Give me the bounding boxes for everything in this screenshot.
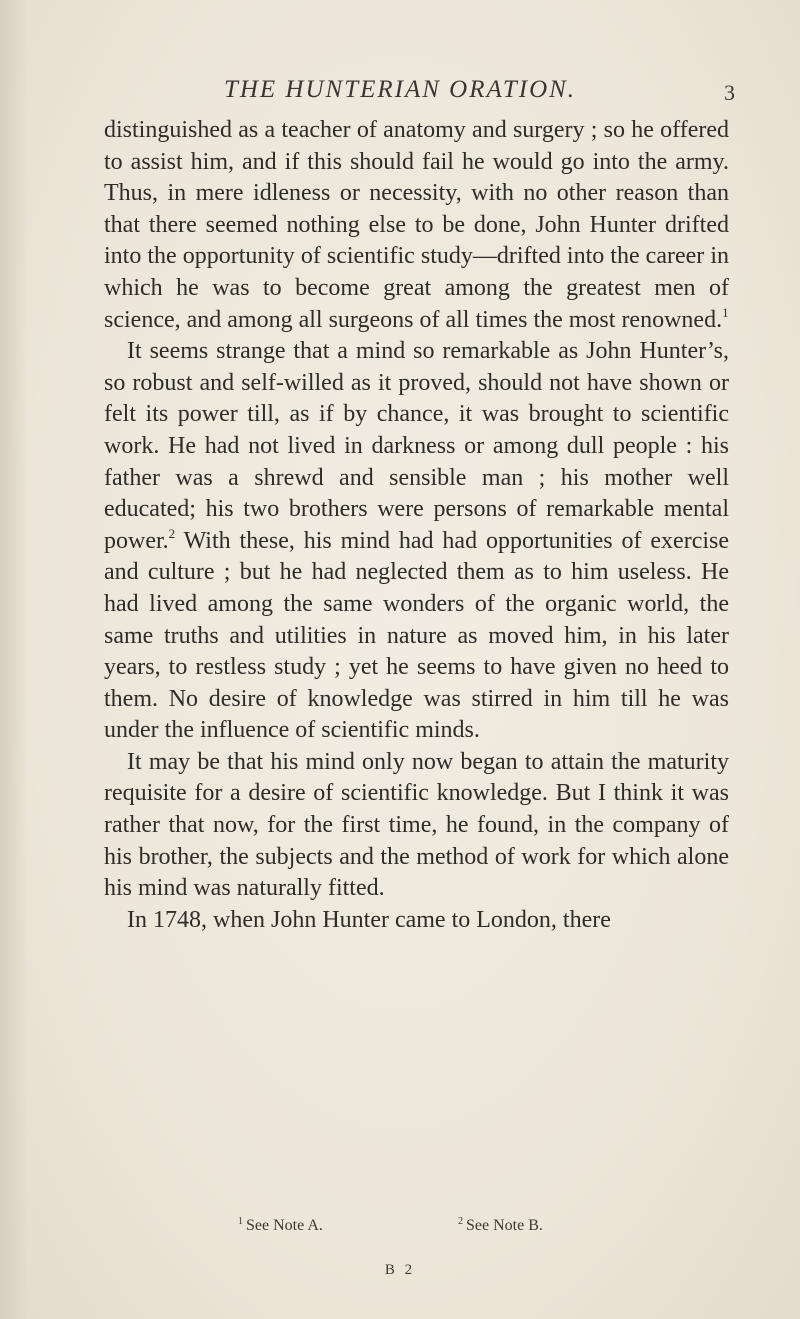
footnote-text: See Note B.	[466, 1217, 543, 1234]
running-title: THE HUNTERIAN ORATION.	[223, 76, 577, 103]
paragraph	[104, 905, 729, 937]
footnote-text: See Note A.	[246, 1217, 323, 1234]
page-number: 3	[724, 80, 735, 105]
paragraph	[104, 115, 729, 336]
running-head	[0, 68, 800, 108]
page-gutter-shadow	[0, 0, 28, 1319]
footnote-2	[458, 1217, 543, 1235]
footnotes	[0, 1217, 800, 1241]
signature-mark: B 2	[384, 1262, 416, 1278]
body-text	[104, 115, 729, 936]
paragraph	[104, 336, 729, 747]
paragraph	[104, 747, 729, 905]
paragraph-text: distinguished as a teacher of anatomy and surgery ; so he offered to assist him, and if this should fail he would go into the army. Thus, in mere idleness or necessity, with no other reason than that there seemed nothing else to be done, John Hunter drifted into the opportunity of scientific study—drifted into the career in which he was to become great among the greatest men of science, and among all surgeons of all times the most renowned.	[104, 117, 729, 333]
footnote-mark: 2	[458, 1216, 463, 1227]
paragraph-text: It seems strange that a mind so remarkable as John Hunter’s, so robust and self-willed as it proved, should not have shown or felt its power till, as if by chance, it was brought to scientific work. He had not lived in darkness or among dull people : his father was a shrewd and sensible man ; his mother well educated; his two brothers were persons of remarkable mental power.	[104, 338, 729, 554]
footnote-reference: 2	[168, 525, 176, 541]
footnote-1	[238, 1217, 323, 1235]
footnote-reference: 1	[722, 304, 729, 320]
paragraph-text: In 1748, when John Hunter came to London, there	[127, 906, 611, 933]
paragraph-text: It may be that his mind only now began to attain the maturity requisite for a desire of scientific knowledge. But I think it was rather that now, for the first time, he found, in the company of his brother, the subjects and the method of work for which alone his mind was naturally fitted.	[104, 748, 729, 902]
footnote-mark: 1	[238, 1216, 243, 1227]
paragraph-text: With these, his mind had had opportunities of exercise and culture ; but he had neglected them as to him useless. He had lived among the same wonders of the organic world, the same truths and utilities in nature as moved him, in his later years, to restless study ; yet he seems to have given no heed to them. No desire of knowledge was stirred in him till he was under the influence of scientific minds.	[104, 527, 729, 744]
